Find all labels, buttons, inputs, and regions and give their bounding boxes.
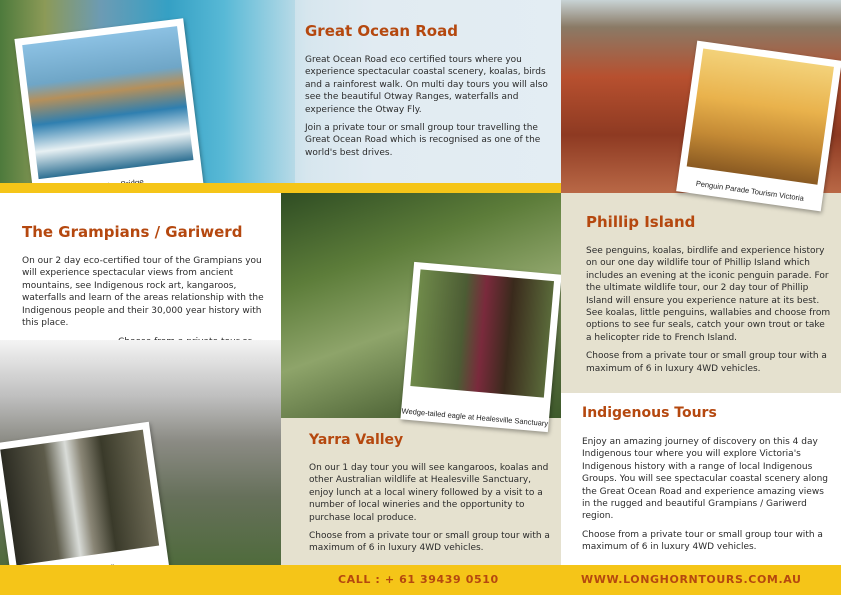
eagle-caption: Wedge-tailed eagle at Healesville Sanctuary [401,406,549,429]
grampians-title: The Grampians / Gariwerd [22,223,243,241]
indigenous-section [561,393,841,565]
great-ocean-road-paragraph: Join a private tour or small group tour travelling the Great Ocean Road which is recognised as one of the world's best drives. [305,123,541,158]
london-bridge-image [22,26,193,179]
penguin-image [687,48,834,184]
yarra-valley-paragraph: Choose from a private tour or small group tour with a maximum of 6 in luxury 4WD vehicles. [309,531,550,554]
yarra-valley-title: Yarra Valley [309,432,404,448]
footer-phone[interactable]: CALL : + 61 39439 0510 [338,573,499,586]
phillip-island-title: Phillip Island [586,213,696,231]
penguin-photo-card [676,41,841,212]
indigenous-text [582,436,832,560]
indigenous-paragraph: Enjoy an amazing journey of discovery on this 4 day Indigenous tour where you will explore Victoria's Indigenous history with a range of local Indigenous Groups. You will see spectacular coastal scenery along the Great Ocean Road and experience amazing views in the rugged and beautiful Grampians / Gariwerd region. [582,437,828,522]
eagle-photo-card [400,262,561,432]
yellow-divider [0,183,561,193]
yarra-valley-text [309,462,553,561]
phillip-island-paragraph: Choose from a private tour or small group tour with a maximum of 6 in luxury 4WD vehicles. [586,351,827,374]
eagle-image [410,269,554,397]
great-ocean-road-title: Great Ocean Road [305,22,458,40]
indigenous-paragraph: Choose from a private tour or small group tour with a maximum of 6 in luxury 4WD vehicles. [582,529,823,553]
penguin-caption: Penguin Parade Tourism Victoria [695,178,805,203]
indigenous-title: Indigenous Tours [582,405,717,421]
great-ocean-road-text [305,54,551,165]
london-bridge-photo-card [14,18,203,205]
phillip-island-paragraph: See penguins, koalas, birdlife and experience history on our one day wildlife tour of Phillip Island which includes an evening at the iconic penguin parade. For the ultimate wildlife tour, our 2 day tour of Phillip Island will ensure you experience nature at its best. See koalas, little penguins, wallabies and choose from options to see fur seals, catch your own trout or take a helicopter ride to French Island. [586,246,831,343]
phillip-island-section [561,193,841,393]
grampians-paragraph: On our 2 day eco-certified tour of the Grampians you will experience spectacular views from ancient mountains, see Indigenous rock art, kangaroos, waterfalls and learn of the areas relationship with the Indigenous people and their 30,000 year history with this place. [22,256,264,329]
great-ocean-road-paragraph: Great Ocean Road eco certified tours where you experience spectacular coastal scenery, koalas, birds and a rainforest walk. On multi day tours you will also see the beautiful Otway Ranges, waterfalls and experience the Otway Fly. [305,55,548,115]
mackenzie-falls-image [0,430,159,566]
phillip-island-text [586,245,831,381]
yarra-valley-paragraph: On our 1 day tour you will see kangaroos, koalas and other Australian wildlife at Healesville Sanctuary, enjoy lunch at a local winery followed by a visit to a number of local wineries and the opportunity to purchase local produce. [309,463,549,523]
great-ocean-road-section [295,0,561,183]
footer [0,565,841,595]
footer-website[interactable]: WWW.LONGHORNTOURS.COM.AU [581,573,802,586]
yarra-valley-section [281,418,561,565]
